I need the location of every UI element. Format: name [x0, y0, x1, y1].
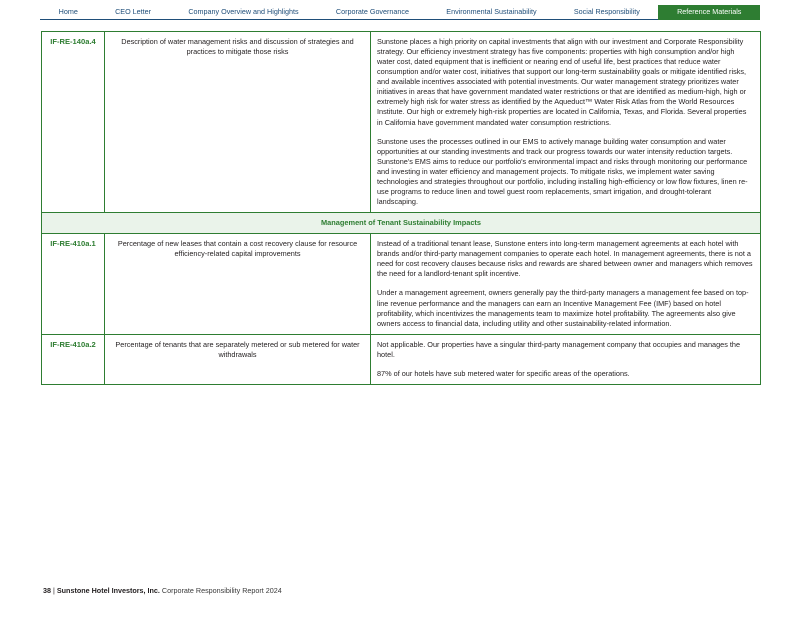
metric-description: Percentage of new leases that contain a cost recovery clause for resource efficiency-related capital improvements: [105, 234, 371, 335]
sasb-table-container: [41, 31, 760, 385]
metric-description: Description of water management risks and discussion of strategies and practices to mitigate those risks: [105, 32, 371, 213]
sasb-disclosure-table: [41, 31, 761, 385]
response-paragraph: Under a management agreement, owners generally pay the third-party managers a management fee based on top-line revenue performance and the managers can earn an Incentive Management Fee (IMF) based on hotel profitability, which incentivizes the managements team to maximize hotel profitability. The agreements also give owners access to financial data, including utility and other sustainability-related information.: [377, 288, 749, 328]
table-body: [42, 32, 761, 385]
response-paragraph: Sunstone uses the processes outlined in our EMS to actively manage building water consumption and water opportunities at our standing investments and track our progress towards our water intensity reduction targets. Sunstone's EMS aims to reduce our portfolio's environmental impact and risks through monitoring our performance and investing in water efficiency and management projects. To mitigate risks, we implement water saving technologies and strategies throughout our portfolio, including installing high-efficiency or low flow fixtures, linen re-use programs to reduce linen and towel guest room replacements, smart irrigation, and drought-tolerant landscaping.: [377, 136, 748, 206]
nav-tab-ceo-letter[interactable]: CEO Letter: [96, 5, 169, 20]
response-paragraph: Sunstone places a high priority on capital investments that align with our investment and Corporate Responsibility strategy. Our efficiency investment strategy has five components: properties with high consumption and/or high water cost, dated equipment that is inefficient or nearing end of useful life, best practices that reduce water consumption and/or water cost, initiatives that support our long-term sustainability goals or mitigate identified risks, and available incentives associated with potential investments. Our water management strategy prioritizes water initiatives in areas that have government mandated water restrictions or that are identified as medium-high, high or extremely high risk for water stress as identified by the Aqueduct™ Water Risk Atlas from the World Resources Institute. Our high or extremely high-risk properties are located in California, Texas, and Florida. Several properties in California have government mandated water consumption restrictions.: [377, 37, 747, 127]
nav-tab-reference-materials[interactable]: Reference Materials: [658, 5, 760, 20]
section-title: Management of Tenant Sustainability Impacts: [42, 213, 761, 234]
footer-separator: |: [53, 586, 55, 595]
table-row: [42, 234, 761, 335]
metric-response: [371, 334, 761, 384]
nav-tab-home[interactable]: Home: [40, 5, 96, 20]
metric-code: IF-RE-410a.1: [42, 234, 105, 335]
footer-company-name: Sunstone Hotel Investors, Inc.: [56, 586, 160, 595]
metric-code: IF-RE-140a.4: [42, 32, 105, 213]
table-row: [42, 32, 761, 213]
response-paragraph: Not applicable. Our properties have a singular third-party management company that occupies and manages the hotel.: [377, 339, 741, 359]
footer-page-number: 38: [43, 586, 51, 595]
nav-tab-environmental-sustainability[interactable]: Environmental Sustainability: [428, 5, 556, 20]
nav-tab-social-responsibility[interactable]: Social Responsibility: [555, 5, 658, 20]
metric-response: [371, 32, 761, 213]
nav-tab-corporate-governance[interactable]: Corporate Governance: [317, 5, 427, 20]
response-paragraph: Instead of a traditional tenant lease, Sunstone enters into long-term management agreements at each hotel with brands and/or third-party management companies to operate each hotel. In management agreements, there is not a need for cost recovery clauses because risks and rewards are shared between owner and managers which removes the need for a landlord-tenant split incentive.: [377, 239, 753, 279]
response-paragraph: 87% of our hotels have sub metered water for specific areas of the operations.: [377, 368, 630, 378]
table-section-row: [42, 213, 761, 234]
top-navigation: [40, 5, 760, 20]
footer-report-name: Corporate Responsibility Report 2024: [161, 586, 282, 595]
nav-tab-company-overview-and-highlights[interactable]: Company Overview and Highlights: [170, 5, 318, 20]
metric-description: Percentage of tenants that are separately metered or sub metered for water withdrawals: [105, 334, 371, 384]
table-row: [42, 334, 761, 384]
metric-code: IF-RE-410a.2: [42, 334, 105, 384]
page-footer: [43, 586, 282, 595]
metric-response: [371, 234, 761, 335]
